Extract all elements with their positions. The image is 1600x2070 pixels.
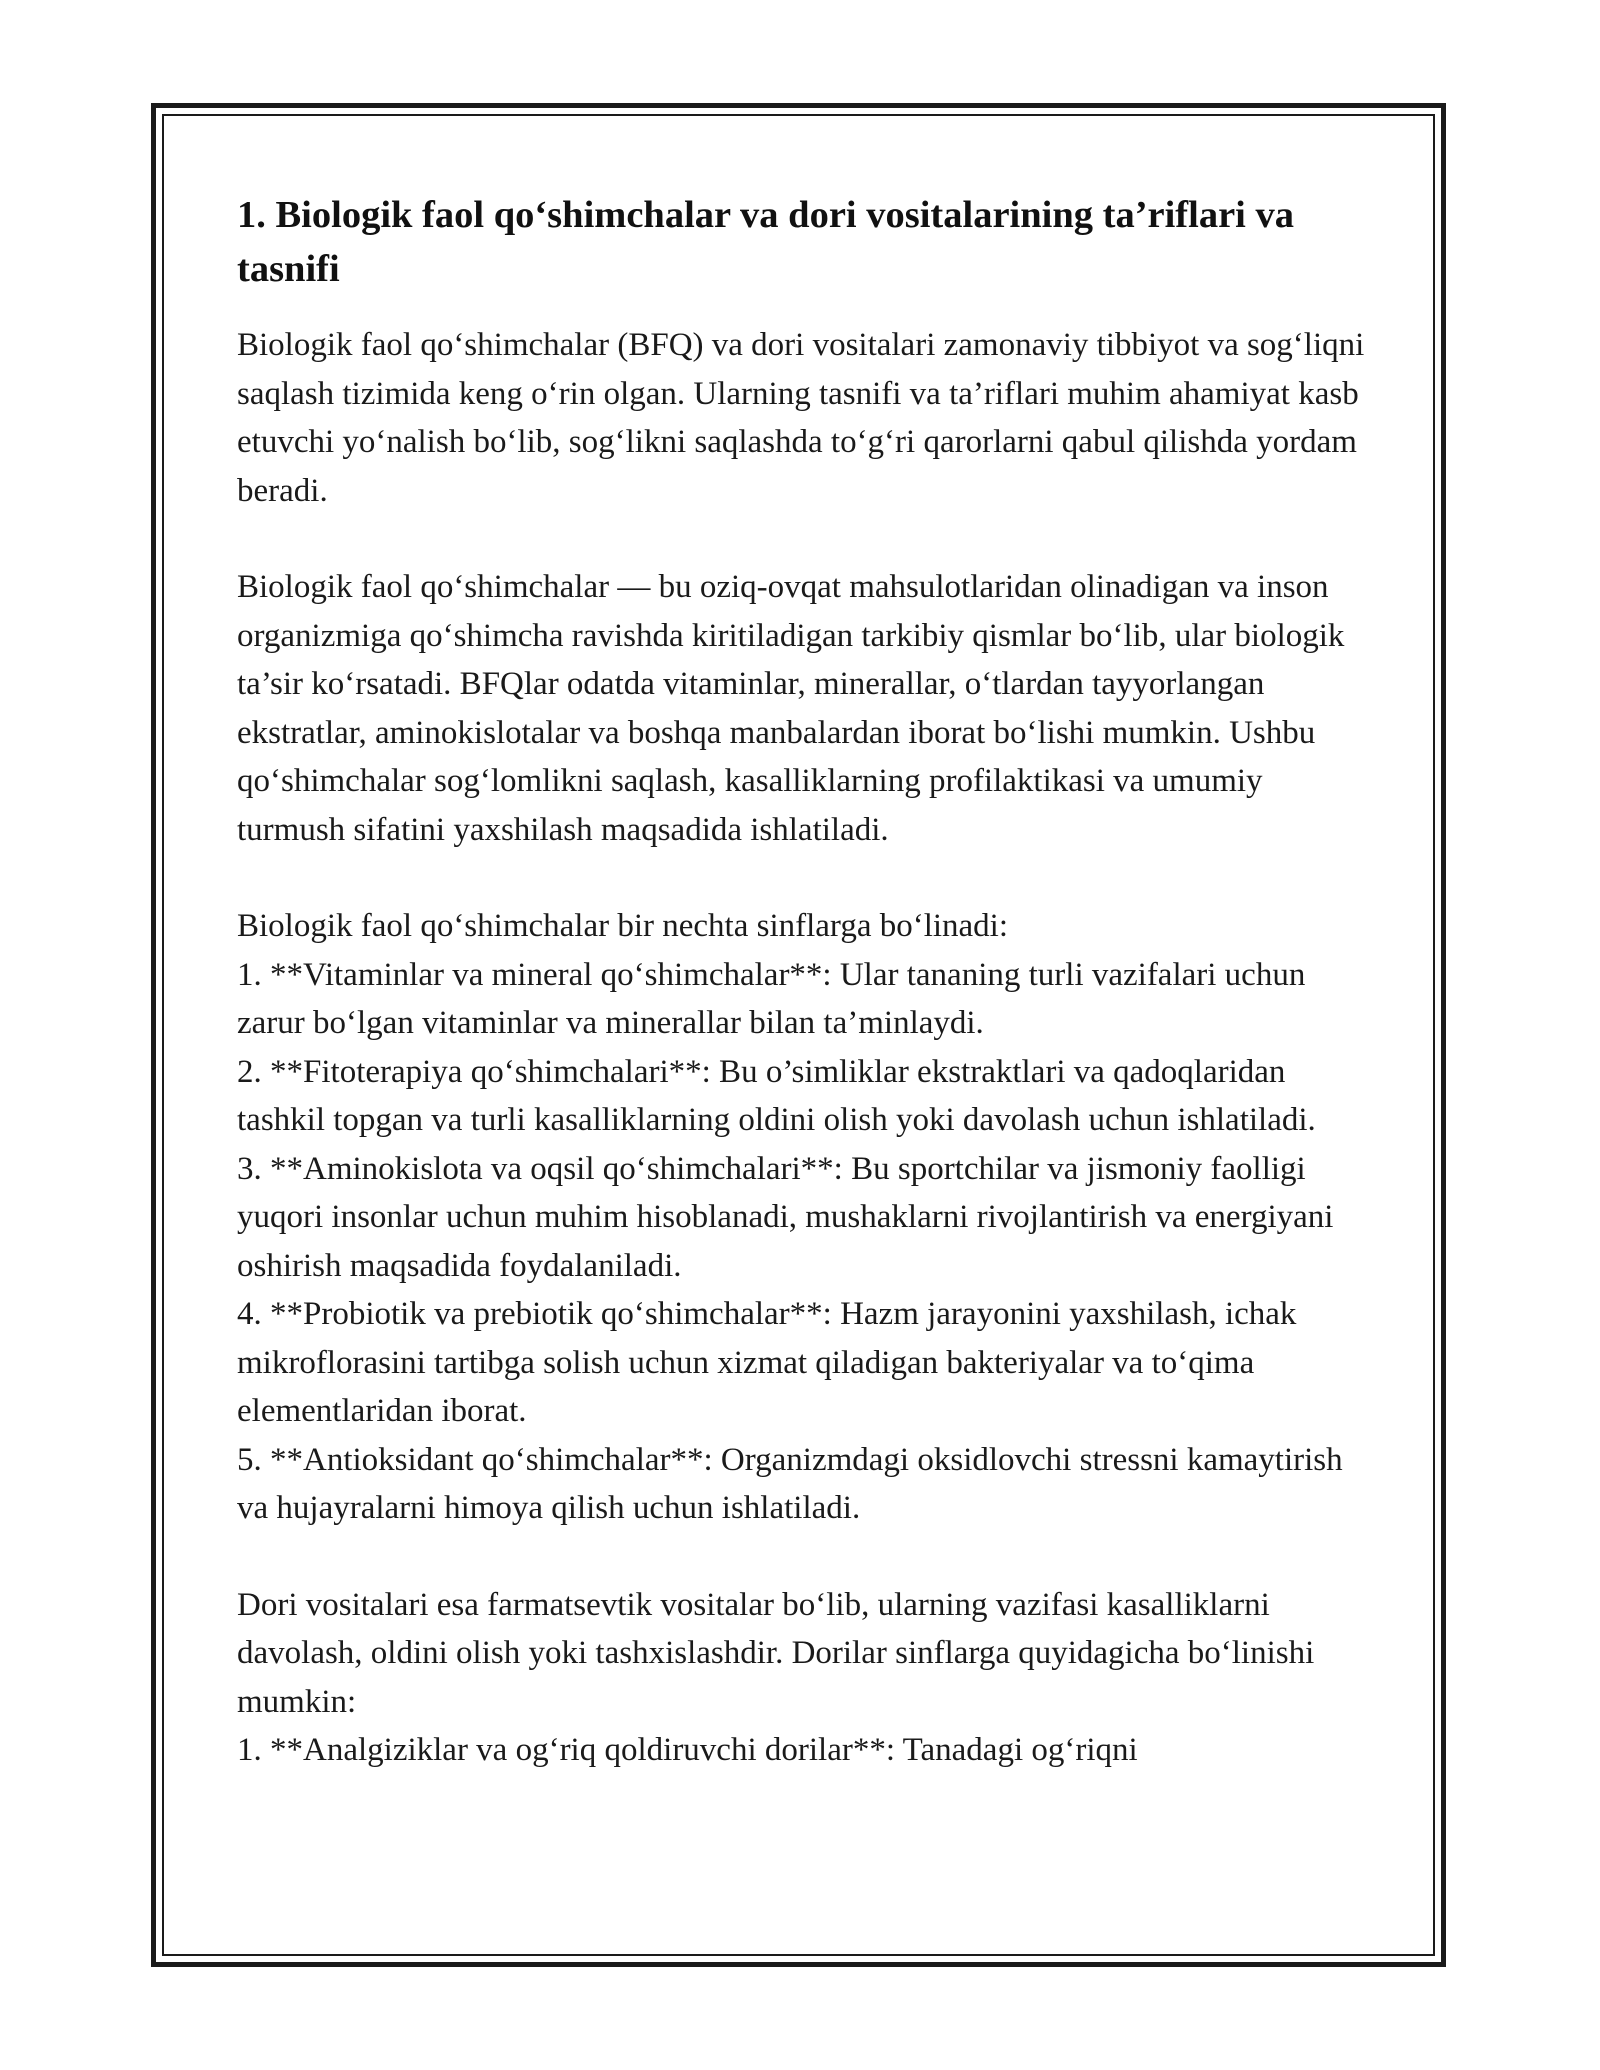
bfq-list-item: 2. **Fitoterapiya qo‘shimchalari**: Bu o’simliklar ekstraktlari va qadoqlaridan tashkil topgan va turli kasalliklarning oldini olish yoki davolash uchun ishlatiladi. [237, 1053, 1316, 1138]
bfq-definition-paragraph: Biologik faol qo‘shimchalar — bu oziq-ovqat mahsulotlaridan olinadigan va inson organizmiga qo‘shimcha ravishda kiritiladigan tarkibiy qismlar bo‘lib, ular biologik ta’sir ko‘rsatadi. BFQlar odatda vitaminlar, minerallar, o‘tlardan tayyorlangan ekstratlar, aminokislotalar va boshqa manbalardan iborat bo‘lishi mumkin. Ushbu qo‘shimchalar sog‘lomlikni saqlash, kasalliklarning profilaktikasi va umumiy turmush sifatini yaxshilash maqsadida ishlatiladi. [237, 569, 1345, 848]
paragraph-gap [237, 854, 1367, 902]
paragraph-gap [237, 515, 1367, 563]
intro-paragraph: Biologik faol qo‘shimchalar (BFQ) va dori vositalari zamonaviy tibbiyot va sog‘liqni saqlash tizimida keng o‘rin olgan. Ularning tasnifi va ta’riflari muhim ahamiyat kasb etuvchi yo‘nalish bo‘lib, sog‘likni saqlashda to‘g‘ri qarorlarni qabul qilishda yordam beradi. [237, 327, 1365, 509]
bfq-list-item: 5. **Antioksidant qo‘shimchalar**: Organizmdagi oksidlovchi stressni kamaytirish va hujayralarni himoya qilish uchun ishlatiladi. [237, 1441, 1343, 1526]
bfq-classes-intro: Biologik faol qo‘shimchalar bir nechta sinflarga bo‘linadi: [237, 908, 1009, 944]
drug-list-item: 1. **Analgiziklar va og‘riq qoldiruvchi dorilar**: Tanadagi og‘riqni [237, 1732, 1138, 1768]
bfq-list-item: 1. **Vitaminlar va mineral qo‘shimchalar**: Ular tananing turli vazifalari uchun zarur bo‘lgan vitaminlar va minerallar bilan ta’minlaydi. [237, 956, 1306, 1041]
paragraph-gap [237, 1533, 1367, 1581]
bfq-list-item: 3. **Aminokislota va oqsil qo‘shimchalari**: Bu sportchilar va jismoniy faolligi yuqori insonlar uchun muhim hisoblanadi, mushaklarni rivojlantirish va energiyani oshirish maqsadida foydalaniladi. [237, 1150, 1334, 1284]
bfq-list-item: 4. **Probiotik va prebiotik qo‘shimchalar**: Hazm jarayonini yaxshilash, ichak mikroflorasini tartibga solish uchun xizmat qiladigan bakteriyalar va to‘qima elementlaridan iborat. [237, 1296, 1297, 1429]
section-heading: 1. Biologik faol qo‘shimchalar va dori vositalarining ta’riflari va tasnifi [237, 194, 1294, 290]
document-body [237, 188, 1367, 1775]
drug-classes-intro: Dori vositalari esa farmatsevtik vositalar bo‘lib, ularning vazifasi kasalliklarni davolash, oldini olish yoki tashxislashdir. Dorilar sinflarga quyidagicha bo‘linishi mumkin: [237, 1586, 1315, 1720]
